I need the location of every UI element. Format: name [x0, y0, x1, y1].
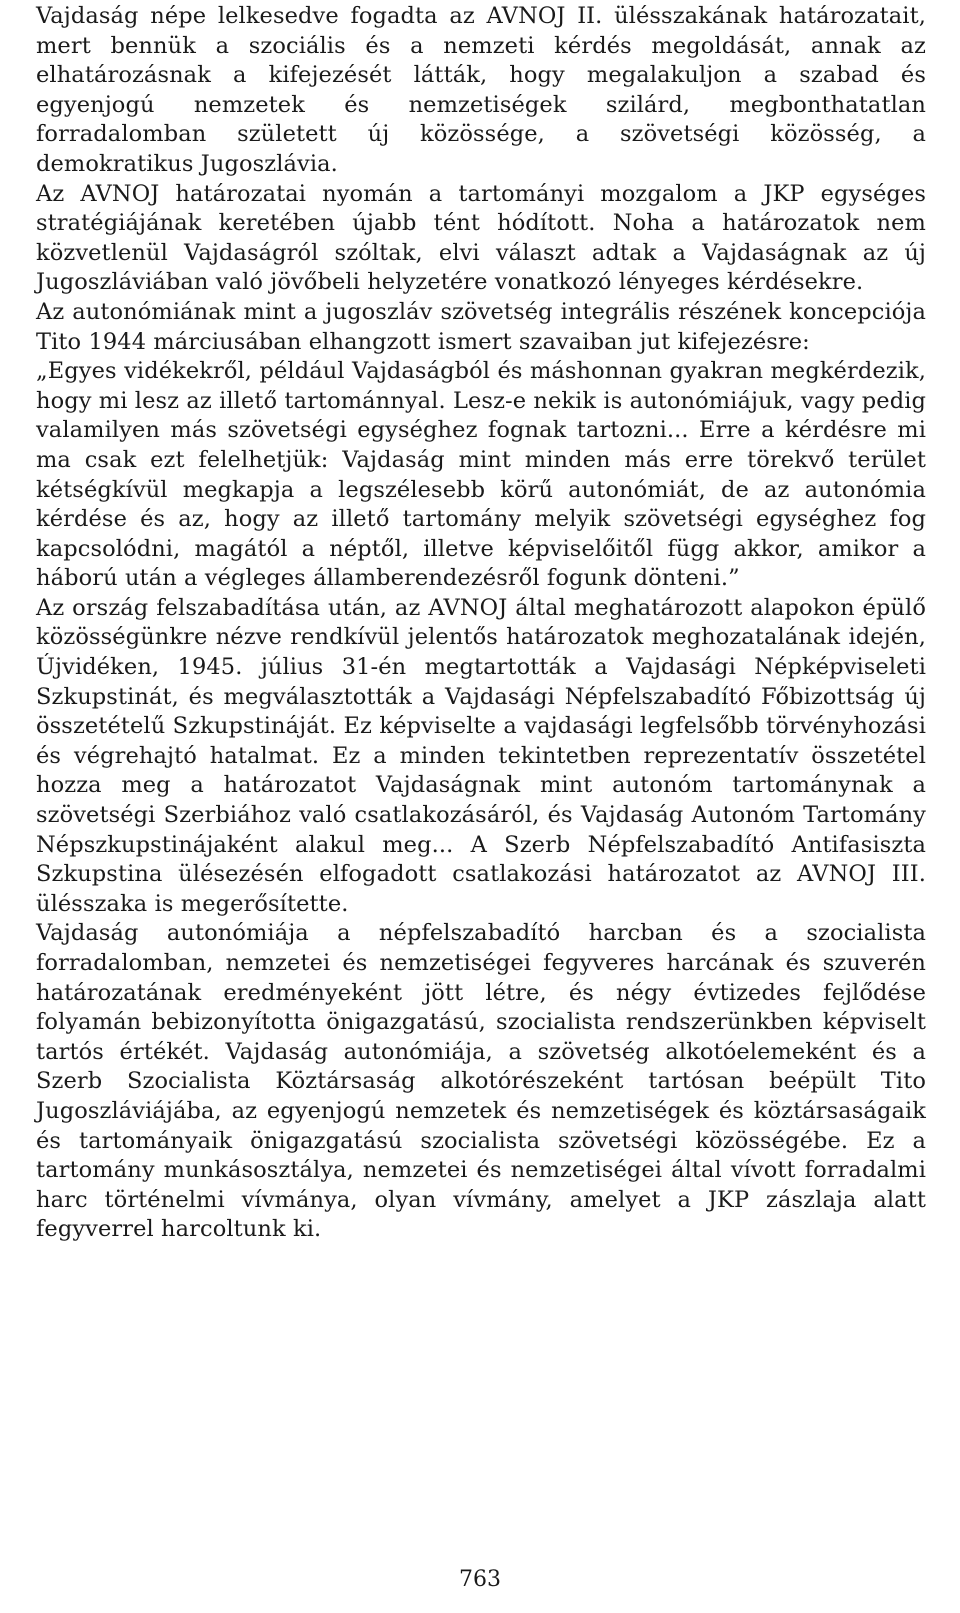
paragraph-2: Az AVNOJ határozatai nyomán a tartományi mozgalom a JKP egységes stratégiájának keretében újabb tént hódított. Noha a határozatok nem közvetlenül Vajdaságról szóltak, elvi választ adtak a Vajdaságnak az új Jugoszláviában való jövőbeli helyzetére vonatkozó lényeges kérdésekre. — [36, 180, 926, 296]
paragraph-3: Az autonómiának mint a jugoszláv szövetség integrális részének koncepciója Tito 1944 márciusában elhangzott ismert szavaiban jut kifejezésre: — [36, 298, 926, 355]
page-number: 763 — [459, 1567, 501, 1592]
paragraph-1: Vajdaság népe lelkesedve fogadta az AVNOJ II. ülésszakának határozatait, mert bennük a szociális és a nemzeti kérdés megoldását, annak az elhatározásnak a kifejezését látták, hogy megalakuljon a szabad és egyenjogú nemzetek és nemzetiségek szilárd, megbonthatatlan forradalomban született új közössége, a szövetségi közösség, a demokratikus Jugoszlávia. — [36, 3, 926, 177]
paragraph-5: Az ország felszabadítása után, az AVNOJ által meghatározott alapokon épülő közösségünkre nézve rendkívül jelentős határozatok meghozatalának idején, Újvidéken, 1945. július 31-én megtartották a Vajdasági Népképviseleti Szkupstinát, és megválasztották a Vajdasági Népfelszabadító Főbizottság új összetételű Szkupstináját. Ez képviselte a vajdasági legfelsőbb törvényhozási és végrehajtó hatalmat. Ez a minden tekintetben reprezentatív összetétel hozza meg a határozatot Vajdaságnak mint autonóm tartománynak a szövetségi Szerbiához való csatlakozásáról, és Vajdaság Autonóm Tartomány Népszkupstinájaként alakul meg... A Szerb Népfelszabadító Antifasiszta Szkupstina ülésezésén elfogadott csatlakozási határozatot az AVNOJ III. ülésszaka is megerősítette. — [36, 594, 926, 917]
paragraph-6: Vajdaság autonómiája a népfelszabadító harcban és a szocialista forradalomban, nemzetei és nemzetiségei fegyveres harcának és szuverén határozatának eredményeként jött létre, és négy évtizedes fejlődése folyamán bebizonyította önigazgatású, szocialista rendszerünkben képviselt tartós értékét. Vajdaság autonómiája, a szövetség alkotóelemeként és a Szerb Szocialista Köztársaság alkotórészeként tartósan beépült Tito Jugoszláviájába, az egyenjogú nemzetek és nemzetiségek és köztársaságaik és tartományaik önigazgatású szocialista szövetségi közösségébe. Ez a tartomány munkásosztálya, nemzetei és nemzetiségei által vívott forradalmi harc történelmi vívmánya, olyan vívmány, amelyet a JKP zászlaja alatt fegyverrel harcoltunk ki. — [36, 920, 926, 1243]
quotation-paragraph: „Egyes vidékekről, például Vajdaságból és máshonnan gyakran megkérdezik, hogy mi lesz az illető tartománnyal. Lesz-e nekik is autonómiájuk, vagy pedig valamilyen más szövetségi egységhez fognak tartozni... Erre a kérdésre mi ma csak ezt felelhetjük: Vajdaság mint minden más erre törekvő terület kétségkívül megkapja a legszélesebb körű autonómiát, de az autonómia kérdése és az, hogy az illető tartomány melyik szövetségi egységhez fog kapcsolódni, magától a néptől, illetve képviselőitől függ akkor, amikor a háború után a végleges államberendezésről fogunk dönteni.” — [36, 358, 927, 592]
document-page — [36, 0, 926, 1245]
